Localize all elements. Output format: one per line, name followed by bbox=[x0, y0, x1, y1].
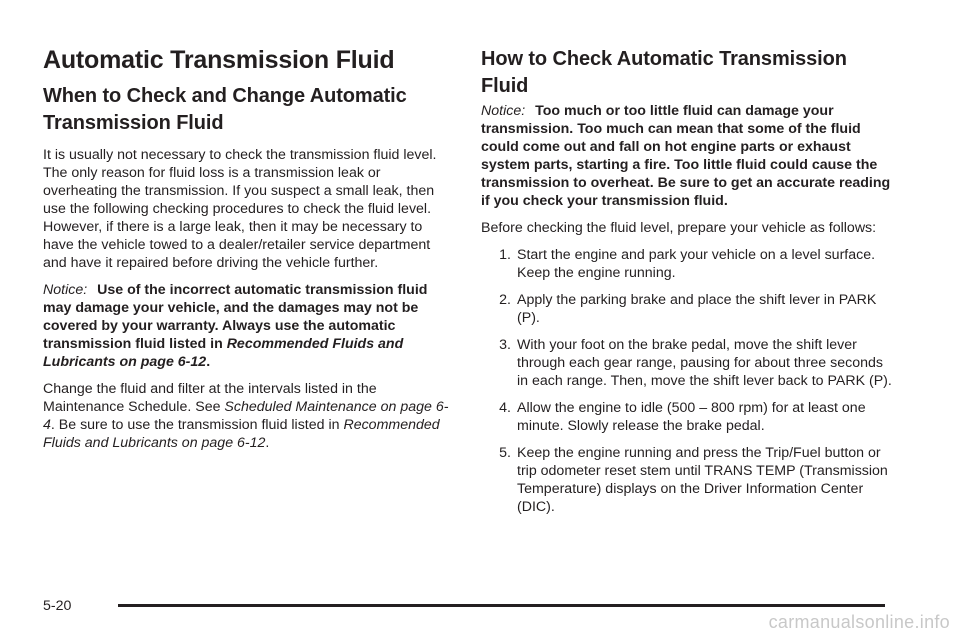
list-item: 4. Allow the engine to idle (500 – 800 rpm) for at least one minute. Slowly release the brake pedal. bbox=[499, 400, 866, 434]
left-column bbox=[43, 40, 455, 461]
prepare-intro: Before checking the fluid level, prepare your vehicle as follows: bbox=[481, 220, 877, 236]
notice-text: Use of the incorrect automatic transmission fluid may damage your vehicle, and the damages may not be covered by your warranty. Always use the automatic transmission fluid listed in bbox=[43, 281, 428, 352]
notice-warranty bbox=[43, 281, 455, 371]
notice-reference: Recommended Fluids and Lubricants on page 6-12 bbox=[43, 335, 404, 370]
list-item: 3. With your foot on the brake pedal, move the shift lever through each gear range, pausing for about three seconds in each range. Then, move the shift lever back to PARK (P). bbox=[499, 337, 892, 389]
watermark: carmanualsonline.info bbox=[768, 612, 950, 632]
list-item: 5. Keep the engine running and press the Trip/Fuel button or trip odometer reset stem until TRANS TEMP (Transmission Temperature) displays on the Driver Information Center (DIC). bbox=[499, 445, 888, 515]
page-title: Automatic Transmission Fluid bbox=[43, 46, 395, 74]
right-column bbox=[481, 40, 893, 525]
list-item: 1. Start the engine and park your vehicle on a level surface. Keep the engine running. bbox=[499, 247, 876, 281]
notice-end: . bbox=[206, 353, 211, 370]
change-fluid-end: . bbox=[265, 434, 270, 451]
notice-label: Notice: bbox=[481, 103, 526, 119]
change-fluid-paragraph bbox=[43, 380, 455, 452]
notice-label: Notice: bbox=[43, 281, 88, 298]
intro-paragraph: It is usually not necessary to check the transmission fluid level. The only reason for fluid loss is a transmission leak or overheating the transmission. If you suspect a small leak, then use the following checking procedures to check the fluid level. However, if there is a large leak, then it may be necessary to have the vehicle towed to a dealer/retailer service department and have it repaired before driving the vehicle further. bbox=[43, 146, 437, 271]
notice-text: Too much or too little fluid can damage your transmission. Too much can mean that some of the fluid could come out and fall on hot engine parts or exhaust system parts, starting a fire. Too little fluid could cause the transmission to overheat. Be sure to get an accurate reading if you check your transmission fluid. bbox=[481, 103, 891, 209]
steps-list bbox=[481, 246, 893, 516]
page-number: 5-20 bbox=[43, 598, 72, 614]
scheduled-maintenance-ref: Scheduled Maintenance on page 6-4 bbox=[43, 398, 449, 433]
change-fluid-text-b: . Be sure to use the transmission fluid listed in bbox=[50, 416, 344, 433]
section-heading-when: When to Check and Change Automatic Transmission Fluid bbox=[43, 84, 407, 134]
list-item: 2. Apply the parking brake and place the shift lever in PARK (P). bbox=[499, 292, 877, 326]
notice-fluid-level bbox=[481, 102, 893, 210]
recommended-fluids-ref: Recommended Fluids and Lubricants on page 6-12 bbox=[43, 416, 440, 451]
footer-rule bbox=[118, 604, 885, 607]
change-fluid-text-a: Change the fluid and filter at the intervals listed in the Maintenance Schedule. See bbox=[43, 380, 377, 415]
section-heading-how: How to Check Automatic Transmission Fluid bbox=[481, 48, 847, 97]
